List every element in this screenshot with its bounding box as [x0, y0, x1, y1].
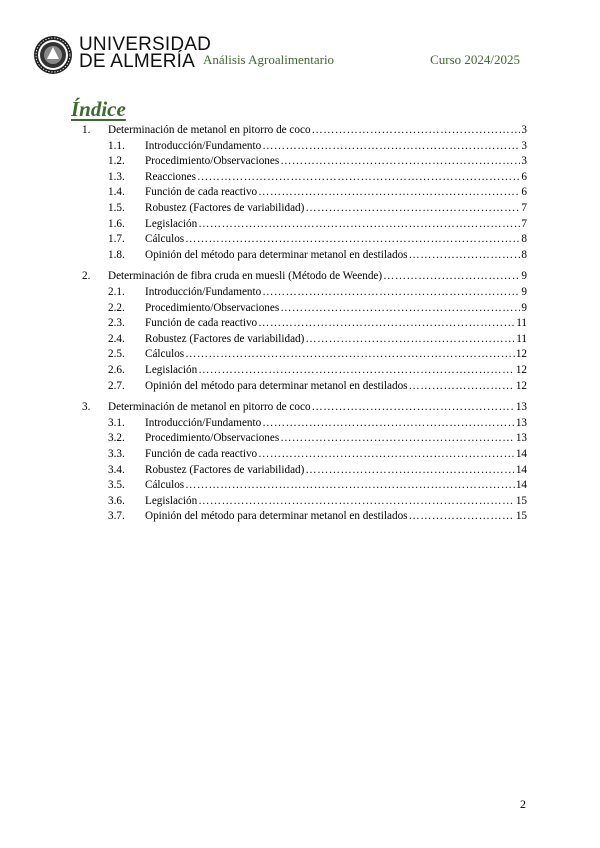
- toc-dot-leader: [258, 317, 515, 329]
- toc-entry-label: Procedimiento/Observaciones: [145, 432, 280, 445]
- toc-entry-number: 3.3.: [108, 448, 125, 460]
- toc-dot-leader: [258, 448, 515, 460]
- toc-entry-number: 2.4.: [108, 332, 125, 345]
- toc-entry-number: 3.5.: [108, 479, 125, 492]
- toc-entry[interactable]: [108, 448, 527, 464]
- toc-entry-page: 9: [521, 286, 527, 298]
- toc-entry[interactable]: [108, 333, 527, 349]
- toc-dot-leader: [305, 333, 515, 345]
- toc-entry[interactable]: [108, 186, 527, 202]
- toc-entry-page: 7: [521, 202, 527, 214]
- toc-entry-number: 3.6.: [108, 494, 125, 507]
- toc-entry-page: 12: [515, 364, 527, 376]
- toc-entry-number: 2.7.: [108, 379, 125, 392]
- toc-entry[interactable]: [108, 171, 527, 187]
- toc-dot-leader: [262, 417, 515, 429]
- toc-entry-page: 15: [515, 510, 527, 523]
- page-header: [0, 32, 600, 77]
- toc-dot-leader: [280, 432, 515, 444]
- toc-entry-page: 15: [515, 494, 527, 507]
- toc-entry-page: 13: [515, 401, 527, 414]
- toc-entry-label: Procedimiento/Observaciones: [145, 155, 280, 168]
- toc-entry-label: Legislación: [145, 217, 198, 230]
- toc-entry-label: Robustez (Factores de variabilidad): [145, 463, 305, 476]
- toc-entry-number: 1.7.: [108, 233, 125, 246]
- toc-entry-label: Función de cada reactivo: [145, 317, 258, 330]
- toc-entry-page: 6: [521, 170, 527, 183]
- toc-entry-label: Introducción/Fundamento: [145, 139, 262, 152]
- toc-dot-leader: [197, 171, 520, 183]
- toc-dot-leader: [262, 286, 520, 298]
- university-seal-icon: [33, 35, 73, 75]
- toc-entry[interactable]: [108, 302, 527, 318]
- toc-entry[interactable]: [108, 286, 527, 302]
- toc-entry-page: 3: [521, 139, 527, 152]
- toc-entry-label: Legislación: [145, 364, 198, 376]
- toc-entry[interactable]: [82, 401, 527, 417]
- toc-entry-number: 3.7.: [108, 510, 125, 523]
- toc-entry-page: 12: [515, 379, 527, 392]
- toc-entry-page: 3: [521, 124, 527, 136]
- toc-dot-leader: [409, 249, 521, 261]
- toc-dot-leader: [305, 202, 520, 214]
- toc-dot-leader: [185, 479, 515, 491]
- toc-entry-label: Reacciones: [145, 170, 196, 183]
- toc-entry-label: Robustez (Factores de variabilidad): [145, 332, 305, 345]
- toc-entry[interactable]: [108, 233, 527, 249]
- toc-entry[interactable]: [108, 479, 527, 495]
- toc-entry-page: 7: [521, 217, 527, 230]
- toc-entry[interactable]: [108, 417, 527, 433]
- toc-dot-leader: [198, 364, 515, 376]
- toc-entry[interactable]: [108, 348, 527, 364]
- toc-entry-label: Legislación: [145, 494, 198, 507]
- toc-dot-leader: [280, 155, 520, 167]
- toc-entry[interactable]: [108, 317, 527, 333]
- toc-entry[interactable]: [108, 218, 527, 234]
- toc-entry-page: 14: [515, 463, 527, 476]
- toc-entry-label: Opinión del método para determinar metanol en destilados: [145, 510, 408, 523]
- toc-entry-number: 2.5.: [108, 348, 125, 361]
- toc-entry-label: Procedimiento/Observaciones: [145, 301, 280, 314]
- toc-entry-page: 11: [516, 332, 527, 345]
- toc-entry[interactable]: [108, 364, 527, 380]
- toc-entry-label: Cálculos: [145, 233, 185, 246]
- toc-entry-page: 3: [521, 155, 527, 168]
- course-year: Curso 2024/2025: [430, 52, 520, 67]
- toc-entry-number: 2.3.: [108, 317, 125, 330]
- toc-entry[interactable]: [108, 155, 527, 171]
- toc-entry-number: 1.8.: [108, 248, 125, 261]
- toc-entry-number: 2.1.: [108, 286, 125, 298]
- toc-entry-page: 13: [515, 432, 527, 445]
- toc-entry-page: 12: [515, 348, 527, 361]
- toc-entry[interactable]: [108, 140, 527, 156]
- toc-entry-page: 13: [515, 416, 527, 429]
- toc-entry[interactable]: [108, 432, 527, 448]
- subject-title: Análisis Agroalimentario: [203, 52, 335, 67]
- toc-entry[interactable]: [108, 495, 527, 511]
- toc-entry-label: Función de cada reactivo: [145, 448, 258, 460]
- toc-dot-leader: [262, 140, 520, 152]
- toc-entry-label: Robustez (Factores de variabilidad): [145, 202, 305, 214]
- toc-entry-label: Cálculos: [145, 348, 185, 361]
- toc-entry-number: 1.4.: [108, 186, 125, 199]
- university-name-line1: UNIVERSIDAD: [79, 34, 212, 55]
- toc-entry-label: Cálculos: [145, 479, 185, 492]
- toc-entry-number: 3.4.: [108, 463, 125, 476]
- toc-entry-label: Opinión del método para determinar metanol en destilados: [145, 379, 408, 392]
- toc-entry-label: Introducción/Fundamento: [145, 286, 262, 298]
- toc-entry-number: 2.6.: [108, 364, 125, 376]
- page-number: 2: [520, 797, 526, 811]
- toc-entry-page: 14: [515, 448, 527, 460]
- toc-entry[interactable]: [108, 249, 527, 265]
- toc-dot-leader: [185, 348, 515, 360]
- toc-entry-page: 14: [515, 479, 527, 492]
- toc-dot-leader: [409, 510, 515, 522]
- toc-entry-page: 8: [521, 233, 527, 246]
- toc-entry-page: 9: [521, 301, 527, 314]
- toc-dot-leader: [198, 218, 520, 230]
- university-name: [79, 36, 211, 70]
- toc-entry-number: 2.: [82, 270, 91, 283]
- toc-entry-number: 1.2.: [108, 155, 125, 168]
- toc-entry-number: 3.: [82, 401, 91, 414]
- toc-entry[interactable]: [108, 202, 527, 218]
- toc-entry-label: Determinación de metanol en pitorro de coco: [108, 401, 311, 414]
- toc-entry-label: Opinión del método para determinar metanol en destilados: [145, 248, 408, 261]
- toc-entry-label: Determinación de fibra cruda en muesli (Método de Weende): [108, 270, 383, 283]
- toc-entry-number: 1.: [82, 124, 91, 136]
- toc-entry-number: 2.2.: [108, 301, 125, 314]
- toc-entry[interactable]: [108, 464, 527, 480]
- page-title: Índice: [71, 97, 126, 121]
- toc-entry-page: 8: [521, 248, 527, 261]
- toc-entry-number: 1.5.: [108, 202, 125, 214]
- toc-entry-number: 1.6.: [108, 217, 125, 230]
- toc-entry-label: Función de cada reactivo: [145, 186, 258, 199]
- toc-entry-number: 1.3.: [108, 170, 125, 183]
- toc-entry-page: 6: [521, 186, 527, 199]
- toc-dot-leader: [409, 380, 515, 392]
- toc-dot-leader: [258, 186, 520, 198]
- toc-dot-leader: [185, 233, 520, 245]
- toc-entry-label: Determinación de metanol en pitorro de coco: [108, 124, 311, 136]
- toc-entry-number: 3.2.: [108, 432, 125, 445]
- university-name-line2: DE ALMERÍA: [79, 51, 196, 72]
- toc-entry[interactable]: [82, 270, 527, 286]
- toc-dot-leader: [383, 270, 520, 282]
- toc-entry[interactable]: [108, 510, 527, 526]
- toc-dot-leader: [198, 495, 515, 507]
- toc-entry-label: Introducción/Fundamento: [145, 416, 262, 429]
- toc-entry-page: 9: [521, 270, 527, 283]
- toc-dot-leader: [312, 124, 521, 136]
- toc-entry[interactable]: [82, 124, 527, 140]
- toc-entry-page: 11: [516, 317, 527, 330]
- toc-dot-leader: [312, 401, 515, 413]
- toc-entry-number: 1.1.: [108, 139, 125, 152]
- toc-entry[interactable]: [108, 380, 527, 396]
- toc-dot-leader: [305, 464, 514, 476]
- toc-entry-number: 3.1.: [108, 416, 125, 429]
- toc-dot-leader: [280, 302, 520, 314]
